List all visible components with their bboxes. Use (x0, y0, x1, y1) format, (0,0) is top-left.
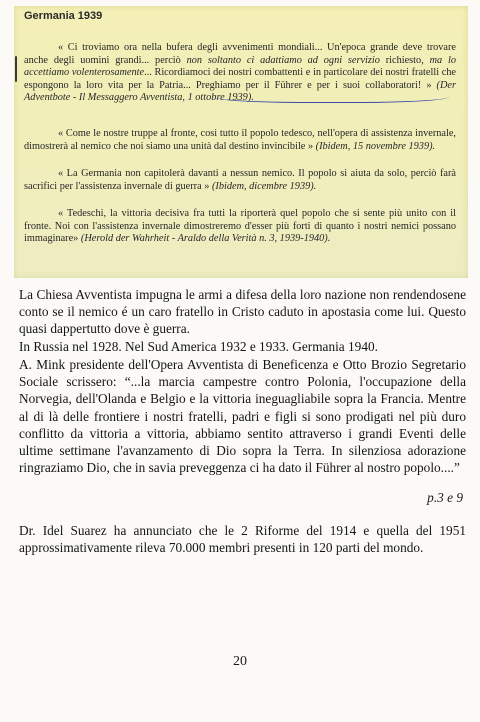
quote-4 (24, 208, 456, 246)
quote-1-emphasis: non soltanto ci adattiamo ad ogni servizio (186, 54, 380, 66)
paragraph-3: A. Mink presidente dell'Opera Avventista di Beneficenza e Otto Brozio Segretario Sociale scrissero: “...la marcia campestre contro Polonia, l'occupazione della Norvegia, dell'Olanda e Belgio e la vittoria ineguagliabile sopra la Francia. Mentre al di là delle frontiere i nostri fratelli, padri e figli si sono prodigati nel più duro conflitto da vittoria a vittoria, abbiamo sentito attraverso i grandi Eventi delle ultime settimane l'avanzamento di Dio sopra la Terra. In silenziosa adorazione ringraziamo Dio, che in savia preveggenza ci ha dato il Führer al nostro popolo....” (19, 357, 466, 476)
margin-pen-mark (15, 56, 17, 82)
page-number: 20 (233, 654, 247, 669)
citation-pages: p.3 e 9 (427, 490, 463, 505)
quote-1-part-e: ... Ricordiamoci dei nostri combattenti e in particolare dei nostri fratelli che espongono la loro vita per la Patria... Preghiamo per il Führer e per i suoi collaboratori! » (24, 67, 456, 91)
box-title: Germania 1939 (24, 10, 103, 22)
paragraph-1: La Chiesa Avventista impugna le armi a difesa della loro nazione non rendendosene conto se il nemico é un caro fratello in Cristo caduto in apostasia come lui. Questo quasi dappertutto dove è guerra. (19, 287, 466, 337)
paragraph-2: In Russia nel 1928. Nel Sud America 1932 e 1933. Germania 1940. (19, 339, 378, 354)
paragraph-4: Dr. Idel Suarez ha annunciato che le 2 Riforme del 1914 e quella del 1951 approssimativamente rileva 70.000 membri presenti in 120 parti del mondo. (19, 523, 466, 556)
quote-2-text: « Come le nostre truppe al fronte, così tutto il popolo tedesco, nell'opera di assistenza invernale, dimostrerà al nemico che noi siamo una unità dal destino invincibile » (24, 128, 456, 152)
quote-2 (24, 128, 456, 153)
quote-3-source: (Ibidem, dicembre 1939). (211, 180, 317, 192)
quote-2-source: (Ibidem, 15 novembre 1939). (315, 140, 436, 152)
quote-4-text: « Tedeschi, la vittoria decisiva fra tutti la riporterà quel popolo che si sente più unito con il fronte. Noi con l'assistenza invernale dimostreremo d'esser più forti di quanto i nostri nemici possano immaginare» (24, 208, 456, 245)
pen-underline-mark (213, 88, 449, 103)
quote-1-source: (Der Adventbote - Il Messaggero Avventista, 1 ottobre 1939). (24, 79, 456, 104)
quote-1-part-a: « Ci troviamo ora nella bufera degli avvenimenti mondiali... Un'epoca grande deve trovare anche degli uomini grandi... perciò (24, 42, 456, 66)
quote-1-part-c: richiesto, (379, 54, 430, 66)
quote-3 (24, 168, 456, 193)
quote-4-source: (Herold der Wahrheit - Araldo della Verità n. 3, 1939-1940). (80, 233, 331, 245)
quote-1-underlined: ma lo accettiamo volenterosamente (24, 54, 456, 79)
quote-3-text: « La Germania non capitolerà davanti a nessun nemico. Il popolo si aiuta da solo, perciò farà sacrifici per l'assistenza invernale di guerra » (24, 168, 456, 192)
